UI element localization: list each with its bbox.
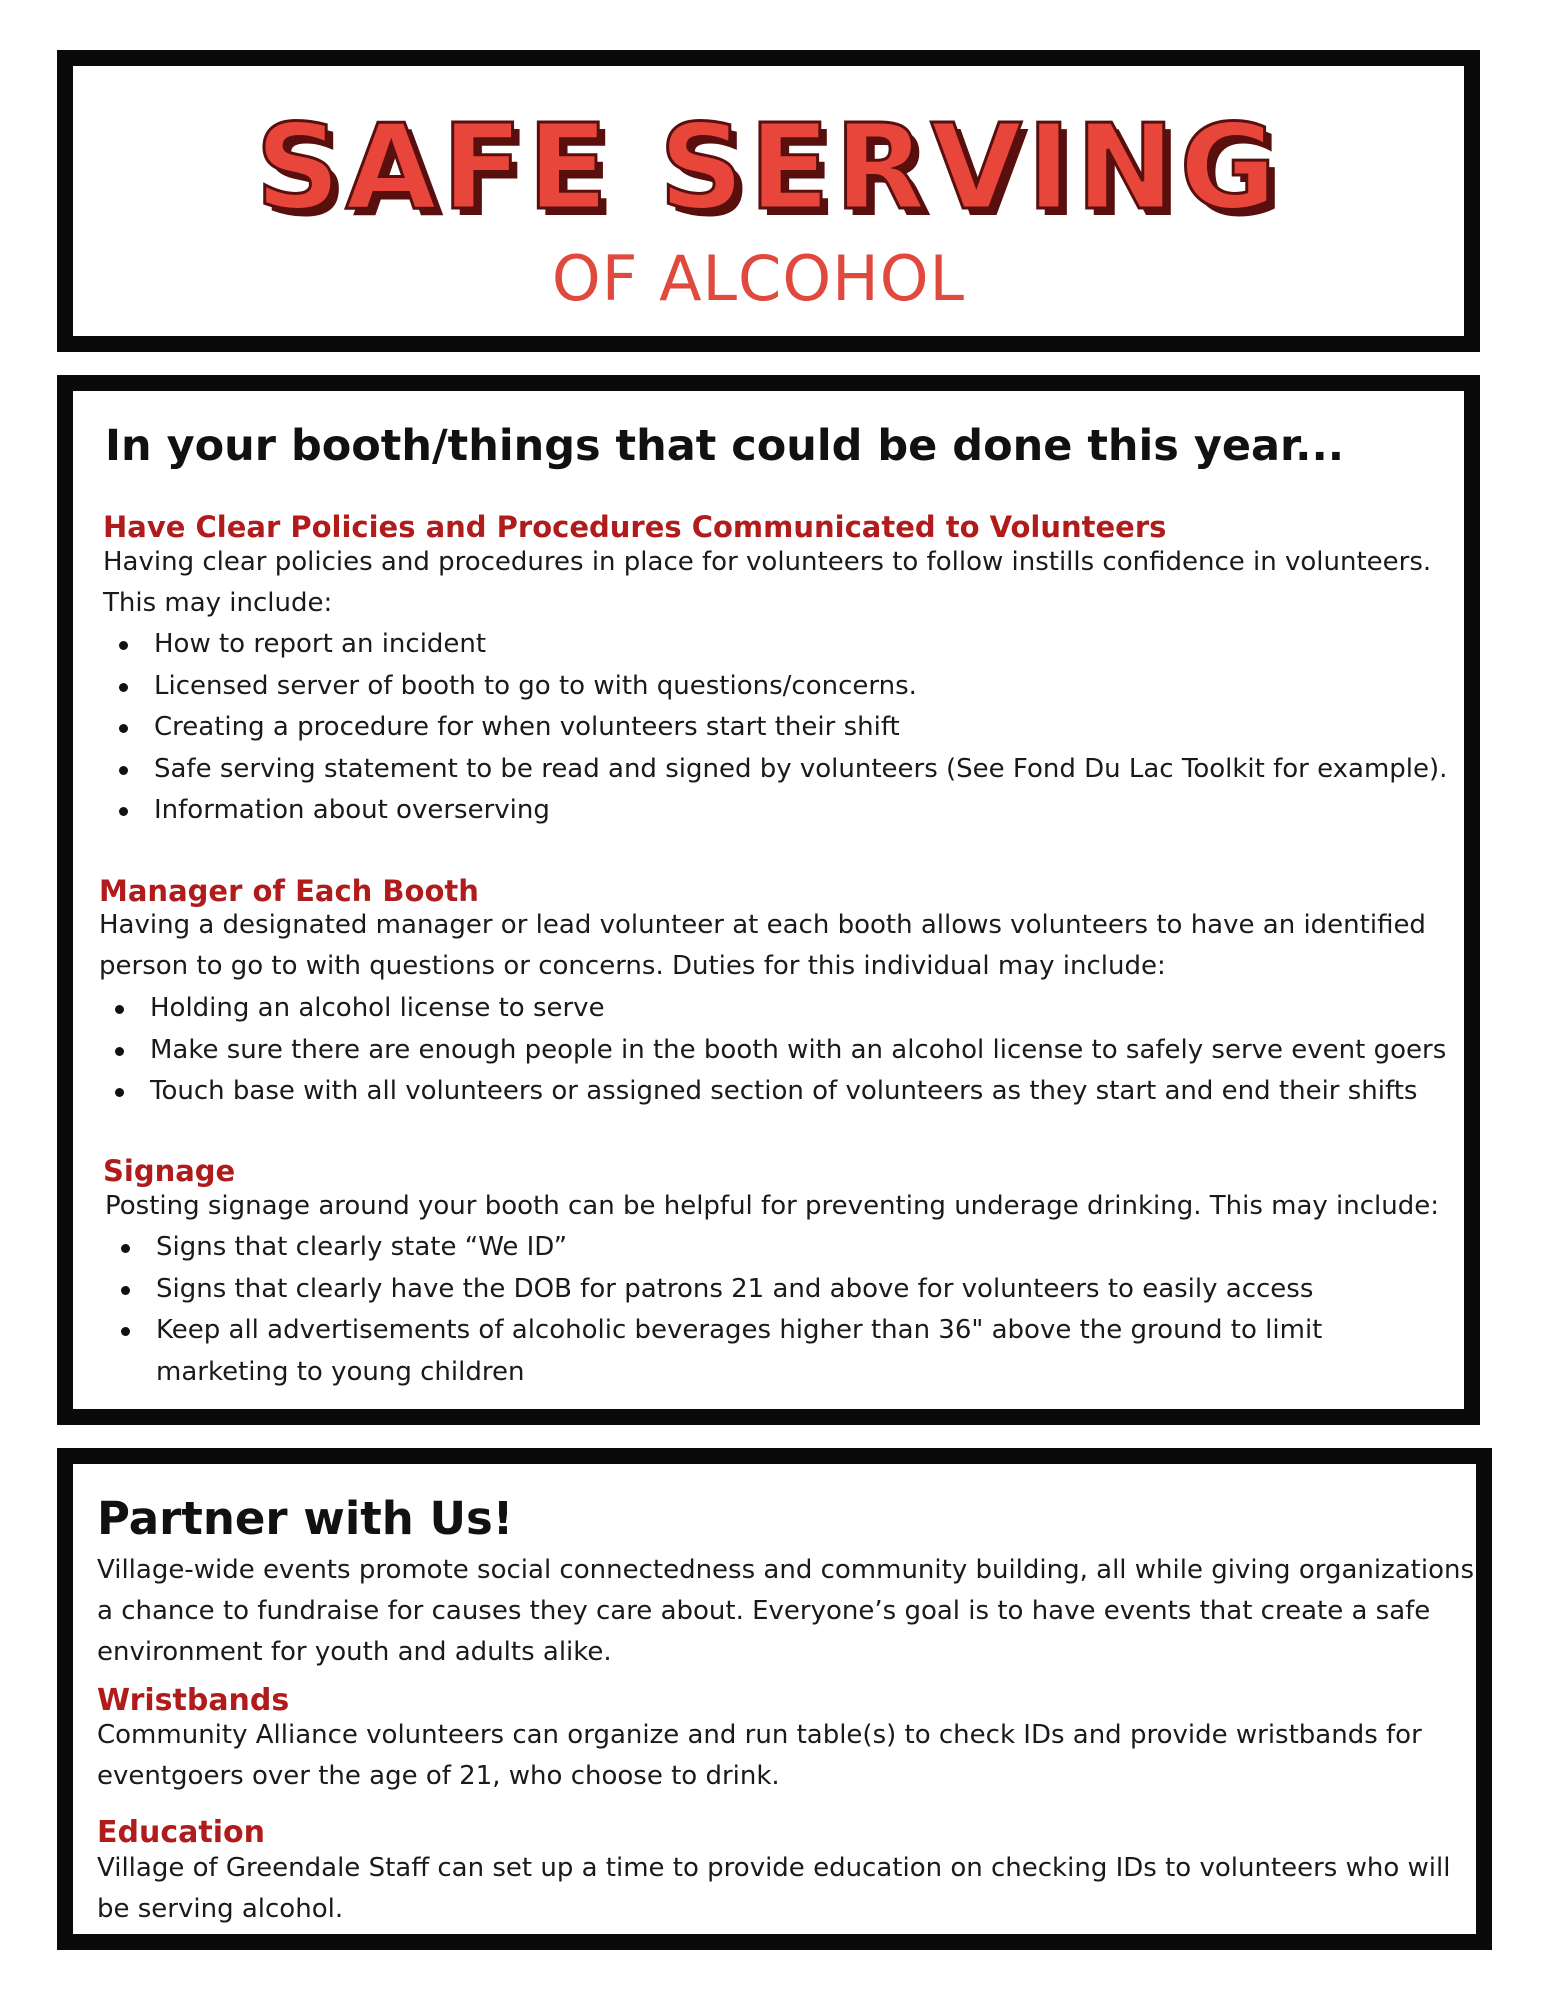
signage-list: [105, 1227, 1425, 1393]
manager-text: Having a designated manager or lead volunteer at each booth allows volunteers to have an identified person to go to with questions or concerns. Duties for this individual may include:: [99, 910, 1426, 981]
manager-heading: Manager of Each Booth: [99, 874, 479, 908]
education-text: Village of Greendale Staff can set up a time to provide education on checking IDs to volunteers who will be serving alcohol.: [97, 1853, 1451, 1924]
list-item: Creating a procedure for when volunteers start their shift: [103, 707, 1453, 749]
policies-list: [103, 624, 1453, 832]
page-subtitle: OF ALCOHOL: [551, 242, 966, 315]
signage-text: Posting signage around your booth can be helpful for preventing underage drinking. This may include:: [105, 1191, 1439, 1221]
list-item: How to report an incident: [103, 624, 1453, 666]
list-item: Make sure there are enough people in the booth with an alcohol license to safely serve event goers: [99, 1030, 1459, 1072]
list-item: Signs that clearly have the DOB for patrons 21 and above for volunteers to easily access: [105, 1269, 1425, 1311]
manager-list: [99, 988, 1459, 1113]
title-banner: [57, 50, 1480, 352]
booth-section: [57, 375, 1480, 1425]
education-heading: Education: [97, 1815, 265, 1850]
wristbands-heading: Wristbands: [97, 1683, 290, 1718]
partner-heading: Partner with Us!: [97, 1492, 514, 1545]
wristbands-text: Community Alliance volunteers can organize and run table(s) to check IDs and provide wristbands for eventgoers over the age of 21, who choose to drink.: [97, 1720, 1422, 1791]
booth-heading: In your booth/things that could be done this year...: [105, 421, 1345, 471]
page-title: SAFE SERVING: [255, 98, 1282, 236]
signage-heading: Signage: [103, 1154, 236, 1188]
list-item: Signs that clearly state “We ID”: [105, 1227, 1425, 1269]
list-item: Keep all advertisements of alcoholic beverages higher than 36" above the ground to limit marketing to young children: [105, 1310, 1425, 1393]
policies-text: Having clear policies and procedures in place for volunteers to follow instills confidence in volunteers. This may include:: [103, 547, 1432, 618]
list-item: Touch base with all volunteers or assigned section of volunteers as they start and end their shifts: [99, 1071, 1459, 1113]
policies-heading: Have Clear Policies and Procedures Communicated to Volunteers: [103, 510, 1167, 544]
partner-section: [57, 1448, 1492, 1950]
list-item: Information about overserving: [103, 790, 1453, 832]
list-item: Holding an alcohol license to serve: [99, 988, 1459, 1030]
partner-intro: Village-wide events promote social connectedness and community building, all while giving organizations a chance to fundraise for causes they care about. Everyone’s goal is to have events that create a safe environment for youth and adults alike.: [97, 1555, 1475, 1667]
list-item: Licensed server of booth to go to with questions/concerns.: [103, 666, 1453, 708]
list-item: Safe serving statement to be read and signed by volunteers (See Fond Du Lac Toolkit for example).: [103, 749, 1453, 791]
